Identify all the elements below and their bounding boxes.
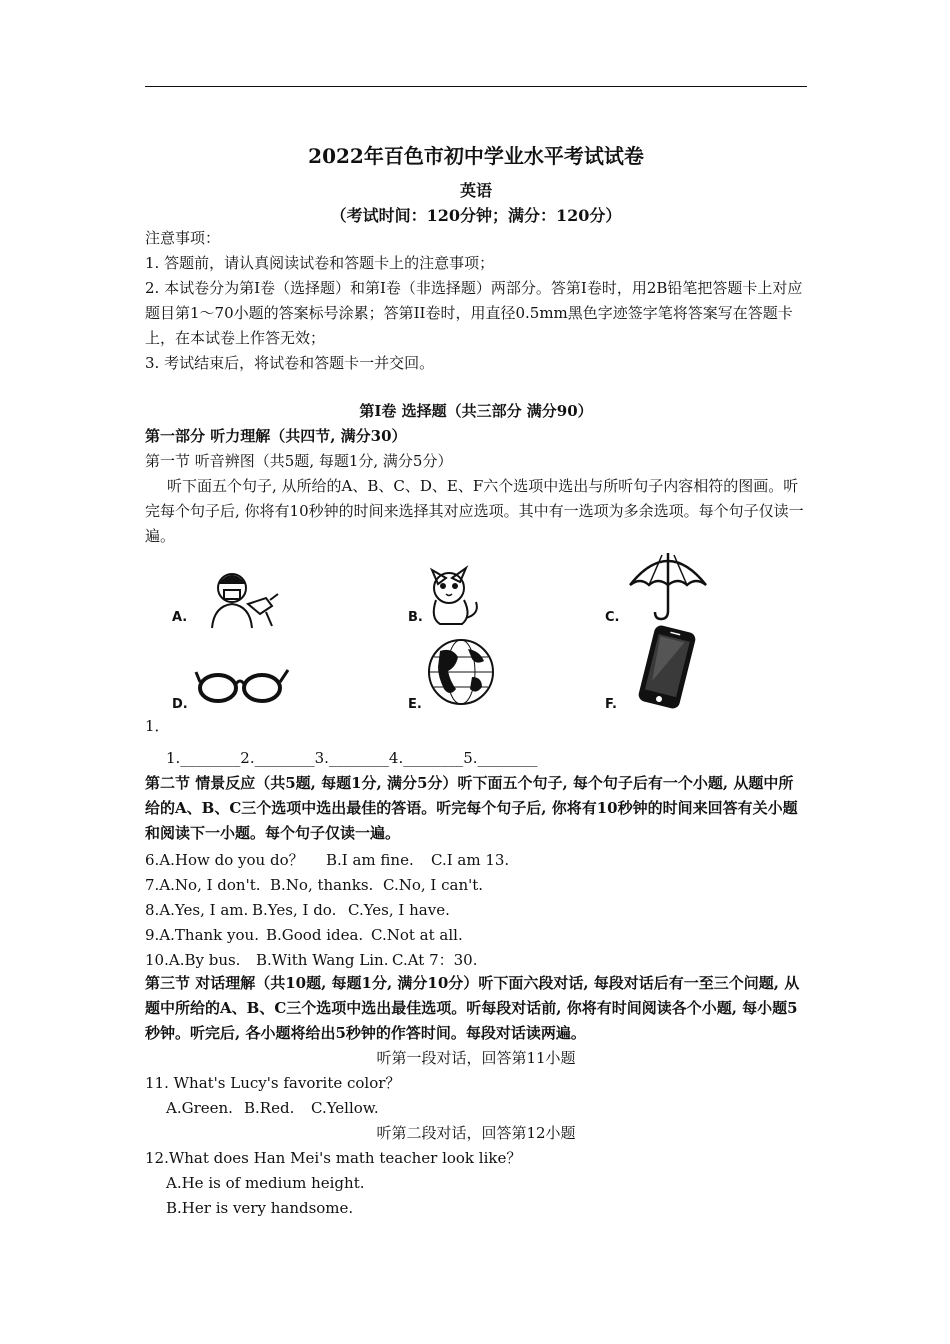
answer-blanks: 1.________2.________3.________4.________5.________ bbox=[166, 749, 538, 767]
q8-number: 8. bbox=[145, 901, 160, 919]
section3-heading: 第三节 对话理解（共10题, 每题1分, 满分10分） bbox=[145, 974, 479, 992]
picture-a bbox=[200, 560, 290, 630]
picture-b bbox=[418, 558, 488, 628]
smartphone-icon bbox=[634, 624, 700, 710]
subject-title: 英语 bbox=[459, 181, 492, 200]
q9-option-b: B.Good idea. bbox=[266, 926, 364, 944]
section3-instruction: 听下面六段对话, 每段对话后有一至三个问题, 从题中所给的A、B、C三个选项中选出最佳选项。听每段对话前, 你将有时间阅读各个小题, 每小题5秒钟。听完后, 各小题将给出5秒钟的作答时间。每段对话读两遍。 bbox=[145, 974, 800, 1042]
q10-option-b: B.With Wang Lin. bbox=[256, 951, 389, 969]
q7-option-b: B.No, thanks. bbox=[270, 876, 374, 894]
section2-instruction: 听下面五个句子, 每个句子后有一个小题, 从题中所给的A、B、C三个选项中选出最佳的答语。听完每个句子后, 你将有10秒钟的时间来回答有关小题和阅读下一小题。每个句子仅读一遍。 bbox=[145, 774, 798, 842]
picture-f-label: F. bbox=[605, 697, 617, 712]
globe-icon bbox=[426, 637, 496, 707]
question-11: 11. What's Lucy's favorite color？ bbox=[145, 1074, 401, 1092]
q8-option-b: B.Yes, I do. bbox=[252, 901, 337, 919]
q9-option-c: C.Not at all. bbox=[371, 926, 463, 944]
umbrella-icon bbox=[626, 545, 710, 621]
exam-info: （考试时间：120分钟；满分：120分） bbox=[330, 206, 622, 225]
q7-option-c: C.No, I can't. bbox=[383, 876, 484, 894]
q9-number: 9. bbox=[145, 926, 160, 944]
question-8 bbox=[145, 898, 807, 923]
exam-title: 2022年百色市初中学业水平考试试卷 bbox=[308, 144, 644, 168]
notice-item-2: 2. 本试卷分为第I卷（选择题）和第I卷（非选择题）两部分。答第I卷时，用2B铅笔把答题卡上对应题目第1～70小题的答案标号涂累；答第II卷时，用直径0.5mm黑色字迹签字笔将答案写在答题卡上，在本试卷上作答无效； bbox=[145, 279, 803, 347]
question-6 bbox=[145, 848, 807, 873]
picture-c-label: C. bbox=[605, 610, 620, 625]
picture-e bbox=[426, 637, 496, 707]
q6-option-c: C.I am 13. bbox=[431, 851, 510, 869]
picture-d-label: D. bbox=[172, 697, 188, 712]
header-rule bbox=[145, 86, 807, 87]
doctor-with-mask-icon bbox=[200, 560, 290, 630]
q10-option-c: C.At 7：30. bbox=[392, 951, 478, 969]
q10-option-a: A.By bus. bbox=[168, 951, 241, 969]
picture-b-label: B. bbox=[408, 610, 423, 625]
question-number: 1． bbox=[145, 717, 170, 735]
picture-d bbox=[194, 664, 290, 704]
q8-option-a: A.Yes, I am. bbox=[159, 901, 249, 919]
q6-option-b: B.I am fine. bbox=[326, 851, 414, 869]
q12-option-b: B.Her is very handsome. bbox=[166, 1199, 354, 1217]
q11-option-b: B.Red. bbox=[244, 1099, 295, 1117]
q6-option-a: A.How do you do？ bbox=[159, 851, 304, 869]
q11-options bbox=[166, 1096, 828, 1121]
q8-option-c: C.Yes, I have. bbox=[348, 901, 450, 919]
question-9 bbox=[145, 923, 807, 948]
notice-item-3: 3. 考试结束后，将试卷和答题卡一并交回。 bbox=[145, 354, 435, 372]
notice-item-1: 1. 答题前，请认真阅读试卷和答题卡上的注意事项； bbox=[145, 254, 495, 272]
dialog1-note: 听第一段对话，回答第11小题 bbox=[376, 1049, 576, 1067]
section2-block bbox=[145, 771, 807, 846]
section2-heading: 第二节 情景反应（共5题, 每题1分, 满分5分） bbox=[145, 774, 458, 792]
q11-option-a: A.Green. bbox=[166, 1099, 233, 1117]
q10-number: 10. bbox=[145, 951, 169, 969]
picture-c bbox=[626, 545, 710, 621]
part1-heading: 第一部分 听力理解（共四节, 满分30） bbox=[145, 427, 407, 445]
q6-number: 6. bbox=[145, 851, 160, 869]
picture-e-label: E. bbox=[408, 697, 422, 712]
question-12: 12.What does Han Mei's math teacher look like？ bbox=[145, 1149, 522, 1167]
notice-heading: 注意事项： bbox=[145, 229, 221, 247]
section1-heading: 第一节 听音辨图（共5题, 每题1分, 满分5分） bbox=[145, 452, 453, 470]
q12-option-a: A.He is of medium height. bbox=[166, 1174, 365, 1192]
paper1-heading: 第I卷 选择题（共三部分 满分90） bbox=[359, 402, 593, 420]
q11-option-c: C.Yellow. bbox=[311, 1099, 379, 1117]
q7-number: 7. bbox=[145, 876, 160, 894]
picture-f bbox=[634, 624, 700, 710]
question-10 bbox=[145, 948, 807, 973]
question-7 bbox=[145, 873, 807, 898]
glasses-icon bbox=[194, 664, 290, 704]
q9-option-a: A.Thank you. bbox=[159, 926, 259, 944]
q7-option-a: A.No, I don't. bbox=[159, 876, 261, 894]
kitten-icon bbox=[418, 558, 488, 628]
section3-block bbox=[145, 971, 807, 1046]
dialog2-note: 听第二段对话，回答第12小题 bbox=[376, 1124, 576, 1142]
section1-instruction: 听下面五个句子, 从所给的A、B、C、D、E、F六个选项中选出与所听句子内容相符的图画。听完每个句子后, 你将有10秒钟的时间来选择其对应选项。其中有一选项为多余选项。每个句子仅读一遍。 bbox=[145, 477, 804, 545]
picture-a-label: A. bbox=[172, 610, 188, 625]
